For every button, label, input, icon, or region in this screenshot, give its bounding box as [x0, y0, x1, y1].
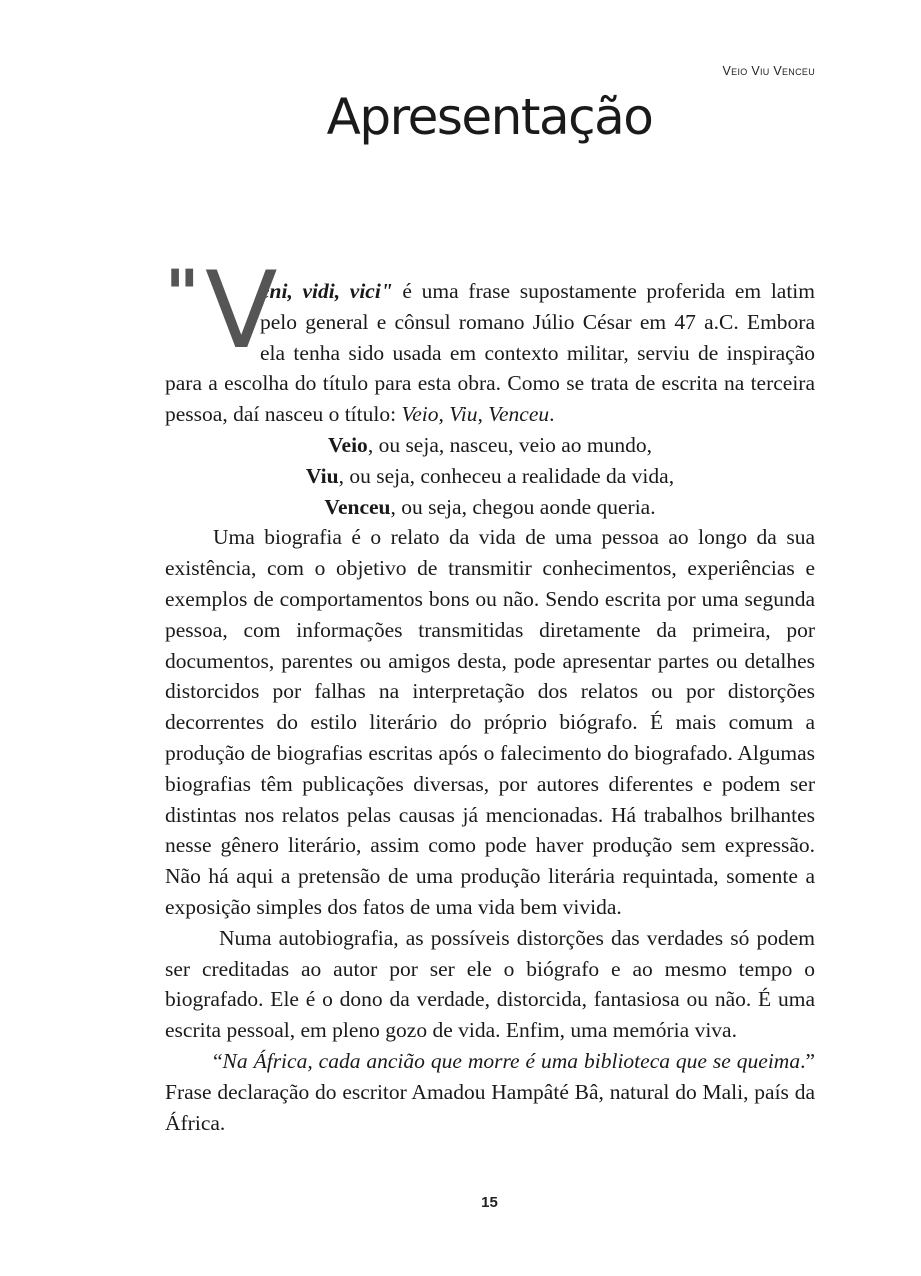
book-title-mention: Veio, Viu, Venceu	[401, 402, 550, 427]
verse-keyword: Veio	[327, 432, 368, 457]
intro-end: .	[549, 402, 555, 427]
drop-cap-quote-mark: "	[165, 256, 200, 333]
page-number: 15	[481, 1194, 498, 1211]
closing-paragraph	[165, 1046, 815, 1138]
verse-line	[165, 430, 815, 461]
body-text	[165, 249, 815, 1138]
biography-paragraph: Uma biografia é o relato da vida de uma pessoa ao longo da sua existência, com o objetivo de transmitir conhecimentos, experiências e exemplos de comportamentos bons ou não. Sendo escrita por uma segunda pessoa, com informações transmitidas diretamente da primeira, por documentos, parentes ou amigos desta, pode apresentar partes ou detalhes distorcidos por falhas na interpretação dos relatos ou por distorções decorrentes do estilo literário do próprio biógrafo. É mais comum a produção de biografias escritas após o falecimento do biografado. Algumas biografias têm publicações diversas, por autores diferentes e podem ser distintas nos relatos pelas causas já mencionadas. Há trabalhos brilhantes nesse gênero literário, assim como pode haver produção sem expressão. Não há aqui a pretensão de uma produção literária requintada, somente a exposição simples dos fatos de uma vida bem vivida.	[165, 525, 815, 919]
closing-text: Frase declaração do escritor Amadou Hampâté Bâ, natural do Mali, país da África.	[165, 1079, 815, 1135]
verse-keyword: Viu	[305, 463, 339, 488]
drop-cap-letter: V	[205, 249, 276, 372]
latin-phrase: eni, vidi, vici"	[260, 279, 393, 303]
drop-cap	[165, 249, 276, 372]
verse-keyword: Venceu	[324, 494, 391, 519]
verse-text: , ou seja, nasceu, veio ao mundo,	[367, 432, 653, 457]
quote-open: “	[213, 1048, 223, 1073]
running-head: Veio Viu Venceu	[722, 64, 815, 78]
verse-line	[165, 492, 815, 523]
intro-paragraph	[165, 249, 815, 430]
chapter-title: Apresentação	[326, 88, 653, 146]
quote-close: .”	[800, 1048, 815, 1073]
verse-text: , ou seja, conheceu a realidade da vida,	[338, 463, 675, 488]
africa-quote: Na África, cada ancião que morre é uma biblioteca que se queima	[222, 1048, 801, 1073]
autobiography-paragraph: Numa autobiografia, as possíveis distorções das verdades só podem ser creditadas ao autor por ser ele o biógrafo e ao mesmo tempo o biografado. Ele é o dono da verdade, distorcida, fantasiosa ou não. É uma escrita pessoal, em pleno gozo de vida. Enfim, uma memória viva.	[165, 925, 815, 1043]
intro-text: é uma frase supostamente proferida em latim pelo general e cônsul romano Júlio César em 47 a.C. Embora ela tenha sido usada em contexto militar, serviu de inspiração para a escolha do título para esta obra. Como se trata de escrita na terceira pessoa, daí nasceu o título:	[165, 279, 815, 427]
verse-line	[165, 461, 815, 492]
verse-text: , ou seja, chegou aonde queria.	[390, 494, 656, 519]
